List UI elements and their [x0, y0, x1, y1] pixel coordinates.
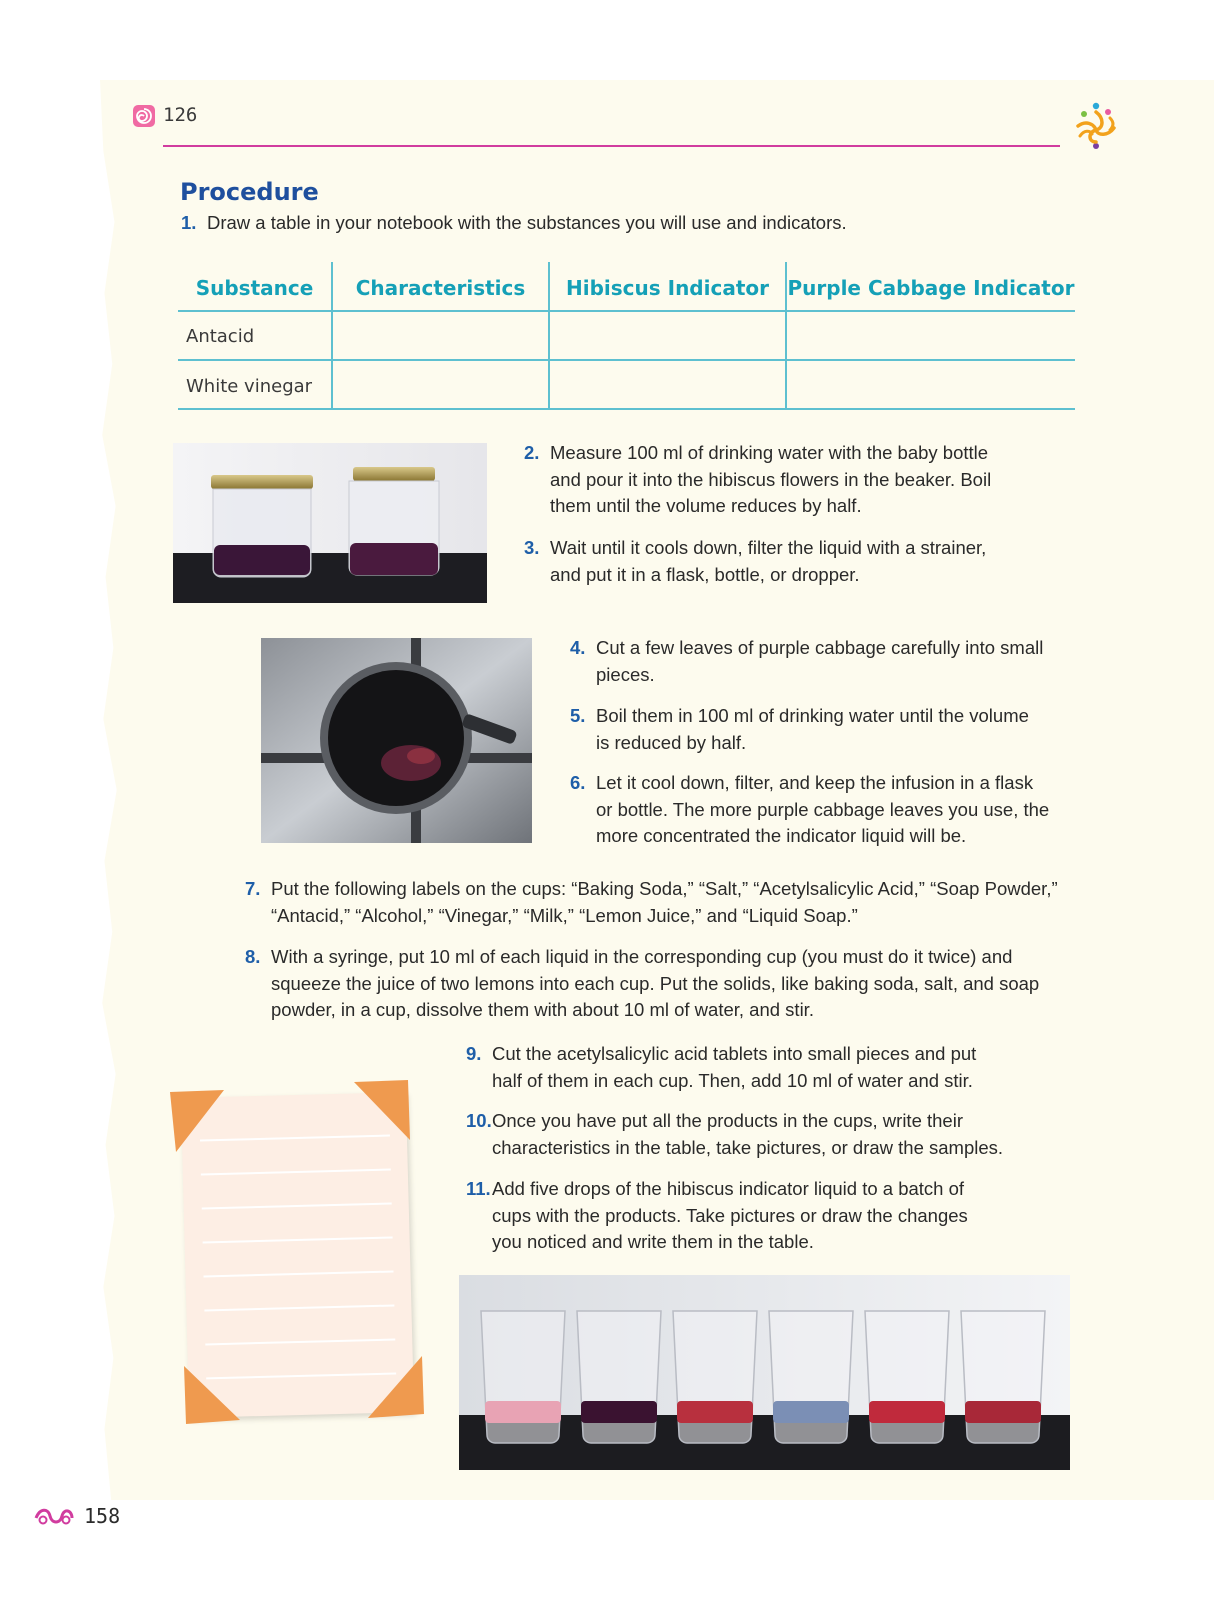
step-line: is reduced by half. — [596, 731, 747, 753]
step-7 — [245, 876, 1071, 929]
step-number: 6. — [570, 772, 586, 793]
step-4 — [570, 635, 1066, 688]
step-line: half of them in each cup. Then, add 10 ml of water and stir. — [492, 1069, 973, 1091]
spiral-ornament-icon — [131, 103, 157, 129]
table-cell-substance: White vinegar — [186, 376, 313, 397]
step-number: 2. — [524, 442, 540, 463]
tape-corner-top-left — [170, 1090, 224, 1152]
step-3 — [524, 535, 1030, 588]
step-line: Add five drops of the hibiscus indicator liquid to a batch of — [492, 1178, 965, 1199]
step-11 — [466, 1176, 1052, 1256]
table-rule — [178, 310, 1075, 312]
step-line: squeeze the juice of two lemons into each cup. Put the solids, like baking soda, salt, and soap — [271, 972, 1040, 994]
step-8 — [245, 944, 1071, 1024]
header-divider — [163, 145, 1060, 147]
step-number: 10. — [466, 1110, 492, 1131]
step-line: cups with the products. Take pictures or draw the changes — [492, 1204, 968, 1226]
step-line: Measure 100 ml of drinking water with the baby bottle — [550, 442, 989, 463]
step-number: 8. — [245, 946, 261, 967]
header-page-number: 126 — [163, 104, 198, 126]
table-header-substance: Substance — [195, 276, 314, 300]
footer-page-number: 158 — [84, 1504, 121, 1528]
table-rule — [178, 359, 1075, 361]
step-number: 7. — [245, 878, 261, 899]
step-number: 5. — [570, 705, 586, 726]
step-text: Draw a table in your notebook with the substances you will use and indicators. — [207, 212, 847, 233]
step-line: “Antacid,” “Alcohol,” “Vinegar,” “Milk,” “Lemon Juice,” and “Liquid Soap.” — [271, 904, 858, 926]
step-line: pieces. — [596, 663, 655, 685]
step-9 — [466, 1041, 1052, 1094]
step-line: them until the volume reduces by half. — [550, 495, 862, 516]
table-header-cabbage: Purple Cabbage Indicator — [787, 276, 1075, 300]
step-line: characteristics in the table, take pictures, or draw the samples. — [492, 1136, 1004, 1158]
table-rule — [178, 408, 1075, 410]
tape-corner-bottom-left — [184, 1366, 240, 1424]
hibiscus-jars-photo — [173, 443, 487, 603]
step-line: Cut a few leaves of purple cabbage carefully into small — [596, 637, 1044, 658]
table-header-hibiscus: Hibiscus Indicator — [566, 276, 769, 300]
step-line: Cut the acetylsalicylic acid tablets into small pieces and put — [492, 1043, 977, 1064]
step-number: 9. — [466, 1043, 482, 1064]
step-line: With a syringe, put 10 ml of each liquid in the corresponding cup (you must do it twice) and — [271, 946, 1013, 967]
step-6 — [570, 770, 1066, 850]
tape-corner-bottom-right — [368, 1356, 424, 1418]
step-line: Put the following labels on the cups: “Baking Soda,” “Salt,” “Acetylsalicylic Acid,” “Soap Powder,” — [271, 878, 1058, 899]
step-line: Let it cool down, filter, and keep the infusion in a flask — [596, 772, 1034, 793]
procedure-title: Procedure — [180, 178, 319, 206]
indicator-glasses-photo — [459, 1275, 1070, 1470]
step-5 — [570, 703, 1066, 756]
table-header-characteristics: Characteristics — [355, 276, 526, 300]
step-number: 3. — [524, 537, 540, 558]
step-number: 4. — [570, 637, 586, 658]
step-10 — [466, 1108, 1052, 1161]
table-cell-substance: Antacid — [186, 326, 255, 347]
step-1 — [181, 210, 1067, 237]
step-line: Boil them in 100 ml of drinking water until the volume — [596, 705, 1029, 726]
step-line: you noticed and write them in the table. — [492, 1231, 814, 1252]
cabbage-pot-photo — [261, 638, 532, 843]
note-tape-corners — [168, 1078, 430, 1430]
step-line: powder, in a cup, dissolve them with about 10 ml of water, and stir. — [271, 999, 814, 1020]
step-line: more concentrated the indicator liquid will be. — [596, 825, 967, 846]
step-2 — [524, 440, 1030, 520]
step-line: and put it in a flask, bottle, or dropper. — [550, 563, 860, 585]
footer-ornament-icon — [32, 1504, 76, 1530]
step-line: or bottle. The more purple cabbage leaves you use, the — [596, 798, 1050, 820]
indicator-table — [178, 262, 1075, 410]
step-line: and pour it into the hibiscus flowers in the beaker. Boil — [550, 468, 992, 490]
step-number: 11. — [466, 1178, 491, 1199]
step-line: Once you have put all the products in the cups, write their — [492, 1110, 963, 1131]
tape-corner-top-right — [354, 1080, 410, 1140]
step-line: Wait until it cools down, filter the liquid with a strainer, — [550, 537, 987, 558]
step-number: 1. — [181, 212, 197, 233]
figures-logo-icon — [1070, 100, 1122, 152]
